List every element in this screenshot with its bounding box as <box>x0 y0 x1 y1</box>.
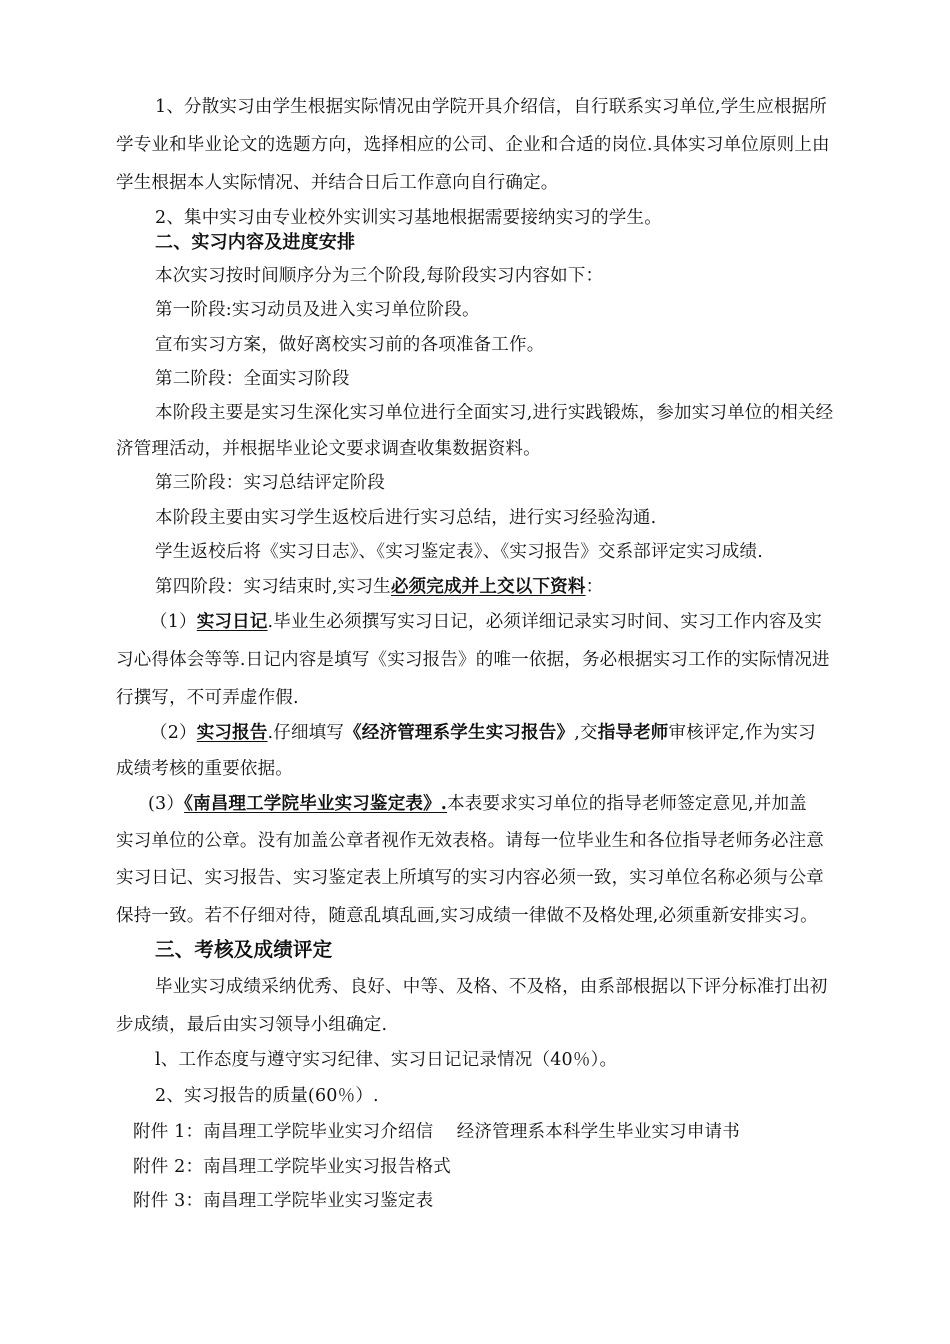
item-1-line-1 <box>150 610 822 634</box>
item-2-number: （2） <box>150 723 197 743</box>
item-1-title: 实习日记 <box>196 612 268 632</box>
score-item-1: l、工作态度与遵守实习纪律、实习日记记录情况（40％）。 <box>155 1050 618 1070</box>
item-2-text-3: 审核评定,作为实习 <box>668 723 816 743</box>
item-2-advisor: 指导老师 <box>597 723 669 743</box>
attachment-2: 附件 2：南昌理工学院毕业实习报告格式 <box>133 1157 451 1177</box>
stage-1-body: 宣布实习方案，做好离校实习前的各项准备工作。 <box>155 335 545 355</box>
stage-4-line <box>155 575 603 599</box>
stages-intro: 本次实习按时间顺序分为三个阶段,每阶段实习内容如下： <box>155 266 604 286</box>
stage-4-suffix: ： <box>585 577 604 597</box>
item-3-line-1 <box>148 792 807 816</box>
item-1-line-3: 行撰写，不可弄虚作假. <box>116 688 299 708</box>
item-2-report-name: 《经济管理系学生实习报告》 <box>344 723 575 743</box>
para-1-line-2: 学专业和毕业论文的选题方向，选择相应的公司、企业和合适的岗位.具体实习单位原则上由 <box>116 135 830 155</box>
item-2-title: 实习报告 <box>196 723 268 743</box>
item-3-line-4: 保持一致。若不仔细对待，随意乱填乱画,实习成绩一律做不及格处理,必须重新安排实习。 <box>116 906 818 926</box>
stage-3-title: 第三阶段：实习总结评定阶段 <box>155 473 386 493</box>
stage-4-required-materials: 必须完成并上交以下资料 <box>390 577 586 597</box>
item-3-line-2: 实习单位的公章。没有加盖公章者视作无效表格。请每一位毕业生和各位指导老师务必注意 <box>116 831 824 851</box>
stage-2-body-line-1: 本阶段主要是实习生深化实习单位进行全面实习,进行实践锻炼，参加实习单位的相关经 <box>155 403 834 423</box>
item-2-line-2: 成绩考核的重要依据。 <box>116 759 293 779</box>
assess-line-1: 毕业实习成绩采纳优秀、良好、中等、及格、不及格，由系部根据以下评分标准打出初 <box>155 977 828 997</box>
item-3-text: 本表要求实习单位的指导老师签定意见,并加盖 <box>447 794 807 814</box>
item-1-line-2: 习心得体会等等.日记内容是填写《实习报告》的唯一依据，务必根据实习工作的实际情况进 <box>116 650 830 670</box>
section-heading-2: 二、实习内容及进度安排 <box>155 232 356 253</box>
item-2-text-2: ,交 <box>574 723 598 743</box>
stage-4-prefix: 第四阶段：实习结束时,实习生 <box>155 577 391 597</box>
attachment-1: 附件 1：南昌理工学院毕业实习介绍信 经济管理系本科学生毕业实习申请书 <box>133 1122 740 1142</box>
attachment-3: 附件 3：南昌理工学院毕业实习鉴定表 <box>133 1191 434 1211</box>
item-3-line-3: 实习日记、实习报告、实习鉴定表上所填写的实习内容必须一致，实习单位名称必须与公章 <box>116 868 824 888</box>
para-2: 2、集中实习由专业校外实训实习基地根据需要接纳实习的学生。 <box>155 208 662 228</box>
stage-1-title: 第一阶段:实习动员及进入实习单位阶段。 <box>155 300 480 320</box>
stage-3-body-1: 本阶段主要由实习学生返校后进行实习总结，进行实习经验沟通. <box>155 508 657 528</box>
para-1-line-3: 学生根据本人实际情况、并结合日后工作意向自行确定。 <box>116 173 559 193</box>
para-1-line-1: 1、分散实习由学生根据实际情况由学院开具介绍信，自行联系实习单位,学生应根据所 <box>155 97 827 117</box>
section-heading-3: 三、考核及成绩评定 <box>155 938 333 961</box>
score-item-2: 2、实习报告的质量(60％）. <box>155 1086 379 1106</box>
item-3-number: (3） <box>148 794 185 814</box>
item-1-text: .毕业生必须撰写实习日记，必须详细记录实习时间、实习工作内容及实 <box>267 612 823 632</box>
stage-3-body-2: 学生返校后将《实习日志》、《实习鉴定表》、《实习报告》交系部评定实习成绩. <box>155 542 763 562</box>
item-3-title: 《南昌理工学院毕业实习鉴定表》. <box>184 794 448 814</box>
stage-2-title: 第二阶段：全面实习阶段 <box>155 369 350 389</box>
item-2-text-1: .仔细填写 <box>267 723 345 743</box>
item-1-number: （1） <box>150 612 197 632</box>
stage-2-body-line-2: 济管理活动，并根据毕业论文要求调查收集数据资料。 <box>116 439 541 459</box>
item-2-line-1 <box>150 721 816 745</box>
assess-line-2: 步成绩，最后由实习领导小组确定. <box>116 1015 388 1035</box>
